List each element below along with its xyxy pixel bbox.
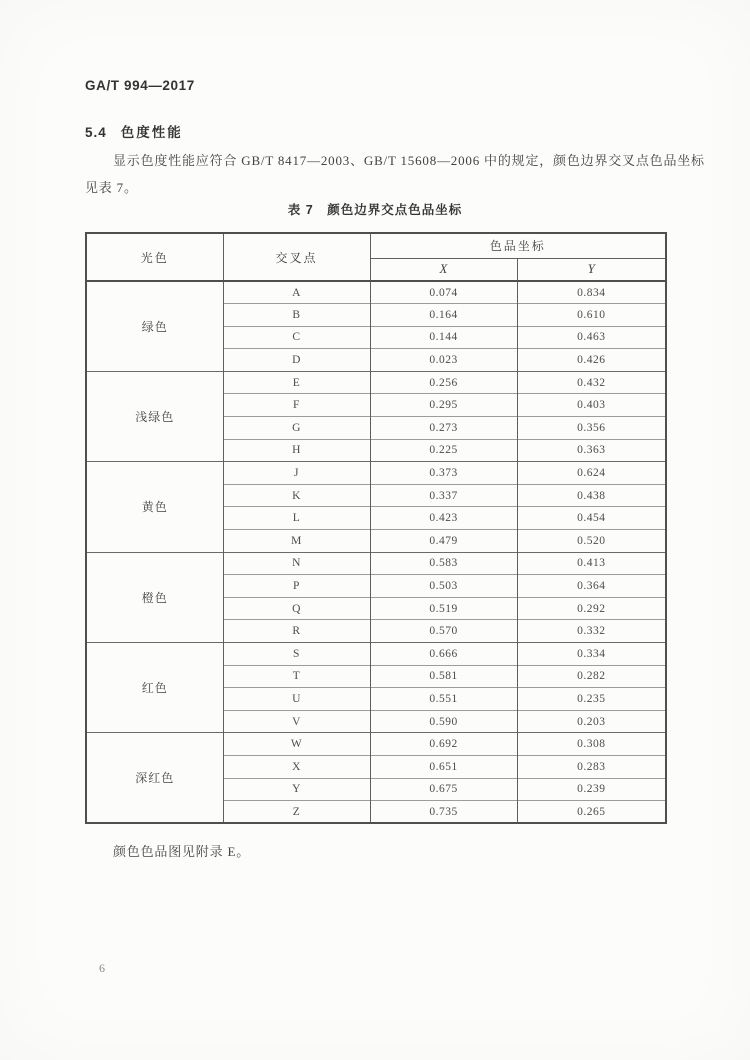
cross-point-cell: Y (223, 778, 370, 801)
body-text-line-1: 显示色度性能应符合 GB/T 8417—2003、GB/T 15608—2006 中的规定，颜色边界交叉点色品坐标 (113, 153, 705, 168)
table-row (86, 371, 666, 394)
x-value-cell: 0.651 (370, 755, 517, 778)
x-value-cell: 0.295 (370, 394, 517, 417)
cross-point-cell: R (223, 620, 370, 643)
cross-point-cell: U (223, 688, 370, 711)
cross-point-cell: S (223, 643, 370, 666)
y-value-cell: 0.454 (517, 507, 666, 530)
y-value-cell: 0.363 (517, 439, 666, 462)
y-value-cell: 0.426 (517, 349, 666, 372)
table-row (86, 281, 666, 304)
cross-point-cell: D (223, 349, 370, 372)
x-value-cell: 0.023 (370, 349, 517, 372)
section-heading (85, 121, 183, 141)
x-value-cell: 0.666 (370, 643, 517, 666)
table-caption: 表 7 颜色边界交点色品坐标 (287, 203, 463, 217)
light-color-cell: 黄色 (86, 462, 223, 552)
x-value-cell: 0.256 (370, 371, 517, 394)
x-value-cell: 0.692 (370, 733, 517, 756)
body-text-line-2: 见表 7。 (85, 180, 138, 195)
cross-point-cell: E (223, 371, 370, 394)
appendix-note: 颜色色品图见附录 E。 (113, 844, 250, 859)
cross-point-cell: X (223, 755, 370, 778)
chromaticity-table (85, 232, 667, 824)
x-value-cell: 0.273 (370, 417, 517, 440)
cross-point-cell: V (223, 710, 370, 733)
cross-point-cell: Q (223, 597, 370, 620)
table-row (86, 462, 666, 485)
col-header-cross-point: 交叉点 (223, 233, 370, 281)
col-header-light-color: 光色 (86, 233, 223, 281)
y-value-cell: 0.265 (517, 801, 666, 824)
light-color-cell: 深红色 (86, 733, 223, 823)
y-value-cell: 0.239 (517, 778, 666, 801)
x-value-cell: 0.373 (370, 462, 517, 485)
cross-point-cell: Z (223, 801, 370, 824)
cross-point-cell: F (223, 394, 370, 417)
x-value-cell: 0.225 (370, 439, 517, 462)
section-number: 5.4 (85, 125, 107, 140)
x-value-cell: 0.583 (370, 552, 517, 575)
x-value-cell: 0.735 (370, 801, 517, 824)
y-value-cell: 0.520 (517, 530, 666, 553)
cross-point-cell: M (223, 530, 370, 553)
page-number: 6 (99, 961, 105, 975)
doc-number: GA/T 994—2017 (85, 78, 195, 93)
table-row (86, 552, 666, 575)
cross-point-cell: G (223, 417, 370, 440)
light-color-cell: 浅绿色 (86, 371, 223, 461)
table-row (86, 733, 666, 756)
y-value-cell: 0.356 (517, 417, 666, 440)
cross-point-cell: N (223, 552, 370, 575)
light-color-cell: 红色 (86, 643, 223, 733)
cross-point-cell: B (223, 304, 370, 327)
cross-point-cell: J (223, 462, 370, 485)
x-value-cell: 0.337 (370, 484, 517, 507)
y-value-cell: 0.292 (517, 597, 666, 620)
x-value-cell: 0.570 (370, 620, 517, 643)
y-value-cell: 0.282 (517, 665, 666, 688)
x-value-cell: 0.581 (370, 665, 517, 688)
cross-point-cell: W (223, 733, 370, 756)
cross-point-cell: A (223, 281, 370, 304)
x-value-cell: 0.074 (370, 281, 517, 304)
y-value-cell: 0.203 (517, 710, 666, 733)
y-value-cell: 0.308 (517, 733, 666, 756)
cross-point-cell: H (223, 439, 370, 462)
y-value-cell: 0.332 (517, 620, 666, 643)
cross-point-cell: L (223, 507, 370, 530)
table-row (86, 643, 666, 666)
x-value-cell: 0.503 (370, 575, 517, 598)
x-value-cell: 0.479 (370, 530, 517, 553)
x-value-cell: 0.423 (370, 507, 517, 530)
y-value-cell: 0.624 (517, 462, 666, 485)
x-value-cell: 0.144 (370, 326, 517, 349)
y-value-cell: 0.834 (517, 281, 666, 304)
y-value-cell: 0.334 (517, 643, 666, 666)
x-value-cell: 0.675 (370, 778, 517, 801)
y-value-cell: 0.463 (517, 326, 666, 349)
y-value-cell: 0.364 (517, 575, 666, 598)
cross-point-cell: P (223, 575, 370, 598)
x-value-cell: 0.519 (370, 597, 517, 620)
x-value-cell: 0.551 (370, 688, 517, 711)
light-color-cell: 橙色 (86, 552, 223, 642)
cross-point-cell: C (223, 326, 370, 349)
y-value-cell: 0.438 (517, 484, 666, 507)
cross-point-cell: K (223, 484, 370, 507)
col-header-y: Y (517, 258, 666, 281)
y-value-cell: 0.403 (517, 394, 666, 417)
section-title: 色度性能 (120, 125, 183, 140)
y-value-cell: 0.610 (517, 304, 666, 327)
x-value-cell: 0.590 (370, 710, 517, 733)
y-value-cell: 0.235 (517, 688, 666, 711)
cross-point-cell: T (223, 665, 370, 688)
table-body (86, 281, 666, 823)
y-value-cell: 0.283 (517, 755, 666, 778)
y-value-cell: 0.432 (517, 371, 666, 394)
col-header-chromaticity: 色品坐标 (370, 233, 666, 258)
col-header-x: X (370, 258, 517, 281)
y-value-cell: 0.413 (517, 552, 666, 575)
x-value-cell: 0.164 (370, 304, 517, 327)
light-color-cell: 绿色 (86, 281, 223, 371)
